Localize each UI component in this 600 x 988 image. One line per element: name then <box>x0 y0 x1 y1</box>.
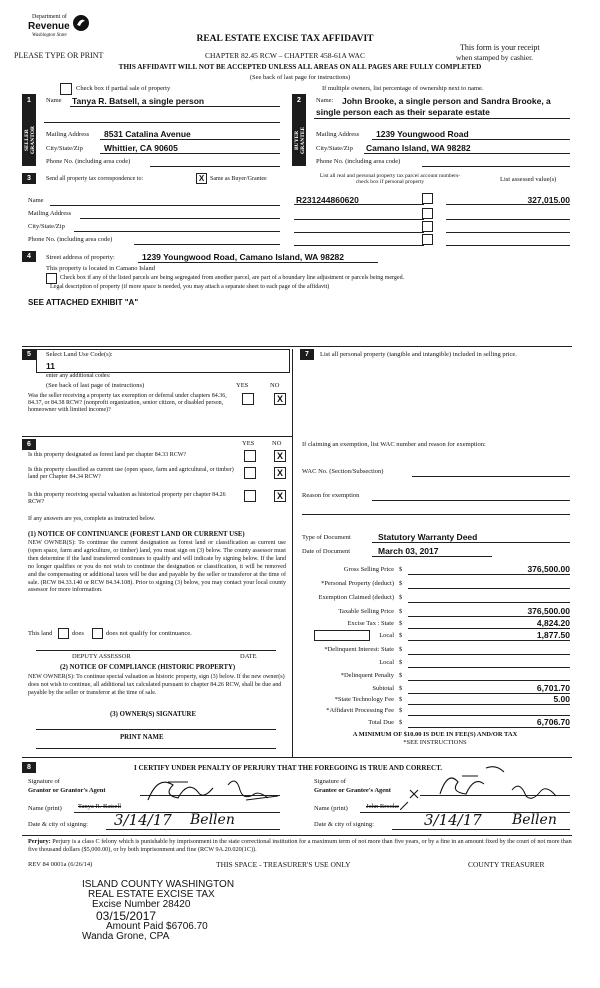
taxable-line <box>408 616 570 617</box>
grantee-phone-label: Phone No. (including area code) <box>316 158 401 165</box>
current-use-no-checkbox[interactable]: X <box>274 467 286 479</box>
doc-type-label: Type of Document <box>302 534 351 541</box>
grantee-mailing-label: Mailing Address <box>316 131 360 138</box>
stamp-tax-label: REAL ESTATE EXCISE TAX <box>88 889 215 900</box>
penalty-line <box>408 680 570 681</box>
corr-name-line <box>50 205 280 206</box>
receipt-note-2: when stamped by cashier. <box>456 53 534 62</box>
tech-fee-currency: $ <box>399 696 403 703</box>
grantor-city-value[interactable]: Whittier, CA 90605 <box>104 143 178 153</box>
local-line <box>408 640 570 641</box>
personal-currency: $ <box>399 580 403 587</box>
doc-type-value[interactable]: Statutory Warranty Deed <box>378 532 478 542</box>
assessor-date-label: DATE <box>240 653 257 660</box>
assessed-line-4 <box>446 245 570 246</box>
street-address-line <box>138 262 378 263</box>
doc-date-value[interactable]: March 03, 2017 <box>378 546 439 556</box>
personal-property-deduct-label: *Personal Property (deduct) <box>321 580 394 587</box>
grantor-phone-label: Phone No. (including area code) <box>46 158 131 165</box>
gross-line <box>408 574 570 575</box>
multiple-owners-note: If multiple owners, list percentage of ownership next to name. <box>322 85 484 92</box>
grantee-city-value[interactable]: Camano Island, WA 98282 <box>366 143 471 153</box>
total-line <box>408 727 570 728</box>
assessed-value[interactable]: 327,015.00 <box>527 195 570 205</box>
forest-yes-checkbox[interactable] <box>244 450 256 462</box>
exemption-claim-label: If claiming an exemption, list WAC number and reason for exemption: <box>302 441 486 448</box>
street-address-label: Street address of property: <box>46 254 115 261</box>
exemption-currency: $ <box>399 594 403 601</box>
grantee-name-value-1[interactable]: John Brooke, a single person and Sandra Brooke, a <box>342 96 551 106</box>
excise-line <box>408 628 570 629</box>
section5-yes-header: YES <box>236 382 249 389</box>
form-title: REAL ESTATE EXCISE TAX AFFIDAVIT <box>196 34 374 44</box>
corr-phone-line <box>134 244 280 245</box>
corr-name-label: Name <box>28 197 44 204</box>
tech-fee-value[interactable]: 5.00 <box>553 694 570 704</box>
perjury-label: Perjury: <box>28 838 51 845</box>
minimum-fee-note: A MINIMUM OF $10.00 IS DUE IN FEE(S) AND/OR TAX <box>352 731 518 738</box>
dor-dept-label: Department of <box>32 14 67 20</box>
does-label: does <box>72 630 84 637</box>
doc-date-line <box>372 556 492 557</box>
historic-question: Is this property receiving special valuation as historical property per chapter 84.26 RCW? <box>28 492 226 505</box>
grantee-agent-label: Grantee or Grantee's Agent <box>314 787 391 794</box>
perjury-text-block <box>28 838 572 854</box>
grantor-signature-icon <box>128 770 288 810</box>
delinquent-state-currency: $ <box>399 646 403 653</box>
land-use-label: Select Land Use Code(s): <box>46 351 113 358</box>
grantee-phone-line <box>422 166 570 167</box>
grantor-name-print-label: Name (print) <box>28 805 62 812</box>
tech-fee-label: *State Technology Fee <box>334 696 394 703</box>
excise-local-value[interactable]: 1,877.50 <box>536 630 570 640</box>
personal-property-checkbox-2[interactable] <box>422 208 433 219</box>
grantee-mailing-line <box>372 139 570 140</box>
grantor-sig-of: Signature of <box>28 778 60 785</box>
type-or-print: PLEASE TYPE OR PRINT <box>14 51 104 60</box>
grantee-city-value[interactable]: Bellen <box>512 812 557 828</box>
stamp-treasurer: Wanda Grone, CPA <box>82 931 170 942</box>
excise-local-label: Local <box>379 632 394 639</box>
notice2-title: (2) NOTICE OF COMPLIANCE (HISTORIC PROPERTY) <box>60 664 236 671</box>
grantor-agent-label: Grantor or Grantor's Agent <box>28 787 106 794</box>
section-divider-mid <box>22 436 292 437</box>
additional-codes: enter any additional codes: <box>46 373 111 379</box>
current-use-question: Is this property classified as current use (open space, farm and agricultural, or timber) land per Chapter 84.34 RCW? <box>28 467 234 480</box>
send-correspondence-label: Send all property tax correspondence to: <box>46 176 144 182</box>
assessed-line-1 <box>446 204 570 205</box>
grantee-name-value-2[interactable]: single person each as their separate estate <box>316 107 490 117</box>
personal-property-checkbox-4[interactable] <box>422 234 433 245</box>
exemption-deduct-label: Exemption Claimed (deduct) <box>318 594 394 601</box>
form-revision: REV 84 0001a (6/26/14) <box>28 861 93 868</box>
forest-land-question: Is this property designated as forest land per chapter 84.33 RCW? <box>28 452 187 458</box>
dor-logo-icon <box>72 14 90 32</box>
deputy-assessor-label: DEPUTY ASSESSOR <box>72 653 131 660</box>
grantee-mailing-value[interactable]: 1239 Youngwood Road <box>376 129 469 139</box>
corr-city-label: City/State/Zip <box>28 223 65 230</box>
section-divider-bottom <box>22 757 572 758</box>
grantor-mailing-label: Mailing Address <box>46 131 90 138</box>
if-any-yes: If any answers are yes, complete as instructed below. <box>28 516 156 522</box>
doc-date-label: Date of Document <box>302 548 351 555</box>
grantor-date-value[interactable]: 3/14/17 <box>114 811 172 829</box>
does-not-checkbox[interactable] <box>92 628 103 639</box>
land-use-value[interactable]: 11 <box>46 361 55 371</box>
section5-number: 5 <box>27 351 31 358</box>
same-as-buyer-checkbox[interactable]: X <box>196 173 207 184</box>
grantee-name-print-label: Name (print) <box>314 805 348 812</box>
grantee-signature-icon <box>400 762 575 810</box>
street-address-value[interactable]: 1239 Youngwood Road, Camano Island, WA 98282 <box>142 252 345 262</box>
same-as-buyer-label: Same as Buyer/Grantee <box>210 176 267 182</box>
form-chapters: CHAPTER 82.45 RCW – CHAPTER 458-61A WAC <box>205 51 365 60</box>
excise-state-value[interactable]: 4,824.20 <box>536 618 570 628</box>
section1-side <box>24 118 34 162</box>
legal-description-label: Legal description of property (if more space is needed, you may attach a separate sheet to each page of the affidavit) <box>50 284 330 290</box>
section3-number: 3 <box>27 175 31 182</box>
delinquent-local-label: Local <box>379 659 394 666</box>
grantor-city-value[interactable]: Bellen <box>190 812 235 828</box>
segregated-checkbox[interactable] <box>46 273 57 284</box>
corr-city-line <box>74 231 280 232</box>
grantor-phone-line <box>150 166 280 167</box>
dor-state-label: Washington State <box>32 33 67 38</box>
corr-mailing-label: Mailing Address <box>28 210 72 217</box>
section2-side <box>294 118 304 162</box>
section6-number: 6 <box>27 441 31 448</box>
grantee-date-value[interactable]: 3/14/17 <box>424 811 482 829</box>
does-checkbox[interactable] <box>58 628 69 639</box>
wac-line <box>412 476 570 477</box>
grantor-mailing-value[interactable]: 8531 Catalina Avenue <box>104 129 191 139</box>
delinquent-state-label: *Delinquent Interest: State <box>324 646 394 653</box>
stamp-date: 03/15/2017 <box>96 909 157 923</box>
historic-no-checkbox[interactable]: X <box>274 490 286 502</box>
forest-no-checkbox[interactable]: X <box>274 450 286 462</box>
exhibit-a: SEE ATTACHED EXHIBIT "A" <box>28 298 139 307</box>
assessor-sig-line <box>36 650 276 651</box>
section1-number: 1 <box>27 97 31 104</box>
see-back-instructions: (See back of last page for instructions) <box>249 74 351 81</box>
payment-stamp <box>82 880 234 942</box>
historic-yes-checkbox[interactable] <box>244 490 256 502</box>
does-not-label: does not qualify for continuance. <box>106 630 192 637</box>
section8-number: 8 <box>27 764 31 771</box>
buyer-grantee-label: BUYER GRANTEE <box>294 126 306 154</box>
affidavit-fee-label: *Affidavit Processing Fee <box>326 707 394 714</box>
delinquent-local-currency: $ <box>399 659 403 666</box>
segregated-label: Check box if any of the listed parcels are being segregated from another parcel, are part of a boundary line adjustment or parcels being merged. <box>60 275 405 281</box>
section6-no-header: NO <box>272 440 282 447</box>
print-name-label: PRINT NAME <box>120 734 164 741</box>
section4-number: 4 <box>27 253 31 260</box>
taxable-price-value[interactable]: 376,500.00 <box>527 606 570 616</box>
grantee-name-line <box>314 118 570 119</box>
parcel-line-2 <box>294 219 424 220</box>
section6-yes-header: YES <box>242 440 255 447</box>
grantee-sig-of: Signature of <box>314 778 346 785</box>
parcel-number-value[interactable]: R231244860620 <box>296 195 359 205</box>
reason-line-2 <box>302 514 570 515</box>
personal-property-checkbox-3[interactable] <box>422 221 433 232</box>
gross-price-label: Gross Selling Price <box>343 566 394 573</box>
affidavit-fee-line <box>408 715 570 716</box>
doc-type-line <box>372 542 570 543</box>
current-use-yes-checkbox[interactable] <box>244 467 256 479</box>
parcel-header: List all real and personal property tax parcel account numbers-check box if personal property <box>319 173 461 186</box>
local-currency: $ <box>399 632 403 639</box>
perjury-text: Perjury is a class C felony which is punishable by imprisonment in the state correctional institution for a maximum term of not more than five years, or by a fine in an amount fixed by the court of not more than five thousand dollars ($5,000.00), or by both imprisonment and fine (RCW 9A.20.020(1C)). <box>28 838 572 853</box>
acceptance-warning: THIS AFFIDAVIT WILL NOT BE ACCEPTED UNLESS ALL AREAS ON ALL PAGES ARE FULLY COMPLETED <box>118 63 482 71</box>
land-use-see-back: (See back of last page of instructions) <box>46 382 145 389</box>
gross-currency: $ <box>399 566 403 573</box>
parcel-line-1 <box>294 204 424 205</box>
grantee-name-label: Name: <box>316 97 334 104</box>
tech-fee-line <box>408 704 570 705</box>
stamp-amount-paid: Amount Paid $6706.70 <box>106 921 208 932</box>
grantor-mailing-line <box>100 139 280 140</box>
county-treasurer: COUNTY TREASURER <box>468 860 545 869</box>
taxable-price-label: Taxable Selling Price <box>338 608 394 615</box>
exemption-line <box>408 602 570 603</box>
exemption-yes-checkbox[interactable] <box>242 393 254 405</box>
subtotal-label: Subtotal <box>372 685 394 692</box>
total-currency: $ <box>399 719 403 726</box>
section5-no-header: NO <box>270 382 280 389</box>
subtotal-currency: $ <box>399 685 403 692</box>
dor-logo <box>14 12 94 46</box>
grantor-name-line-2 <box>44 122 280 123</box>
corr-mailing-line <box>80 218 280 219</box>
personal-line <box>408 588 570 589</box>
stamp-county: ISLAND COUNTY WASHINGTON <box>82 879 235 890</box>
see-instructions-note: *SEE INSTRUCTIONS <box>403 739 467 746</box>
receipt-note-1: This form is your receipt <box>460 43 540 52</box>
grantor-name-line <box>70 106 280 107</box>
notice1-title: (1) NOTICE OF CONTINUANCE (FOREST LAND OR CURRENT USE) <box>28 531 245 538</box>
certify-statement: I CERTIFY UNDER PENALTY OF PERJURY THAT THE FOREGOING IS TRUE AND CORRECT. <box>134 764 443 772</box>
treasurer-use-only: THIS SPACE - TREASURER'S USE ONLY <box>216 860 351 869</box>
grantee-date-city-label: Date & city of signing: <box>314 821 374 828</box>
this-land-label: This land <box>28 630 53 637</box>
stamp-excise-number: Excise Number 28420 <box>92 899 191 910</box>
grantor-name-label: Name <box>46 97 62 104</box>
corr-phone-label: Phone No. (including area code) <box>28 236 113 243</box>
reason-label: Reason for exemption <box>302 492 360 499</box>
section2-number: 2 <box>297 97 301 104</box>
grantee-city-line <box>364 153 570 154</box>
section7-number: 7 <box>305 351 309 358</box>
owner-signature-label: (3) OWNER(S) SIGNATURE <box>110 711 196 718</box>
parcel-line-3 <box>294 232 424 233</box>
personal-property-checkbox-1[interactable] <box>422 193 433 204</box>
exemption-question: Was the seller receiving a property tax exemption or deferral under chapters 84.36, 84.37, or 84.38 RCW? (nonprofit organization, senior citizen, or disabled person, homeowner with limited income)? <box>28 393 227 413</box>
excise-currency: $ <box>399 620 403 627</box>
assessed-header: List assessed value(s) <box>500 176 557 183</box>
notice2-text: NEW OWNER(S): To continue special valuation as historic property, sign (3) below. If the new owner(s) does not wish to continue, all additional tax calculated pursuant to chapter 84.26 RCW, shall be due and payable by the seller or transferor at the time of sale. <box>28 674 285 696</box>
delinquent-penalty-label: *Delinquent Penalty <box>340 672 394 679</box>
grantor-print-name[interactable]: Tanya R. Batsell <box>78 803 122 810</box>
delinquent-local-line <box>408 667 570 668</box>
local-rate-box[interactable] <box>314 630 370 641</box>
parcel-line-4 <box>294 245 424 246</box>
located-in: This property is located in Camano Island <box>46 265 156 272</box>
grantor-city-line <box>100 153 280 154</box>
grantor-date-line <box>106 829 280 830</box>
affidavit-fee-currency: $ <box>399 707 403 714</box>
seller-grantor-label: SELLER GRANTOR <box>24 126 36 155</box>
delinquent-state-line <box>408 654 570 655</box>
reason-line <box>372 500 570 501</box>
gross-price-value[interactable]: 376,500.00 <box>527 564 570 574</box>
partial-sale-checkbox[interactable] <box>60 83 72 95</box>
exemption-no-checkbox[interactable]: X <box>274 393 286 405</box>
taxable-currency: $ <box>399 608 403 615</box>
personal-property-label: List all personal property (tangible and intangible) included in selling price. <box>320 351 517 358</box>
owner-signature-line <box>36 729 276 730</box>
grantee-print-name[interactable]: John Brooke <box>366 803 400 810</box>
grantor-name-value[interactable]: Tanya R. Batsell, a single person <box>72 96 205 106</box>
grantor-city-label: City/State/Zip <box>46 145 83 152</box>
total-due-label: Total Due <box>368 719 394 726</box>
owner-print-line <box>36 748 276 749</box>
assessed-line-2 <box>446 219 570 220</box>
notice1-text: NEW OWNER(S): To continue the current designation as forest land or classification as current use (open space, farm and agriculture, or timber) land, you must sign on (3) below. The county assessor must then determine if the land transferred continues to qualify and will indicate by signing below. If the land no longer qualifies or you do not wish to continue the designation or classification, it will be removed and the compensating or additional taxes will be due and payable by the seller or transferor at the time of sale. (RCW 84.33.140 or RCW 84.34.108). Prior to signing (3) below, you may contact your local county assessor for more information. <box>28 540 286 594</box>
penalty-currency: $ <box>399 672 403 679</box>
grantor-date-city-label: Date & city of signing: <box>28 821 88 828</box>
subtotal-value[interactable]: 6,701.70 <box>536 683 570 693</box>
total-due-value[interactable]: 6,706.70 <box>536 717 570 727</box>
grantee-city-label: City/State/Zip <box>316 145 353 152</box>
grantee-date-line <box>392 829 570 830</box>
partial-sale-label: Check box if partial sale of property <box>76 85 171 92</box>
section-divider-top <box>22 346 572 347</box>
assessed-line-3 <box>446 232 570 233</box>
dor-revenue-label: Revenue <box>28 21 70 32</box>
grantor-print-line <box>74 812 280 813</box>
wac-label: WAC No. (Section/Subsection) <box>302 468 384 475</box>
column-divider <box>292 349 293 757</box>
excise-state-label: Excise Tax : State <box>347 620 394 627</box>
